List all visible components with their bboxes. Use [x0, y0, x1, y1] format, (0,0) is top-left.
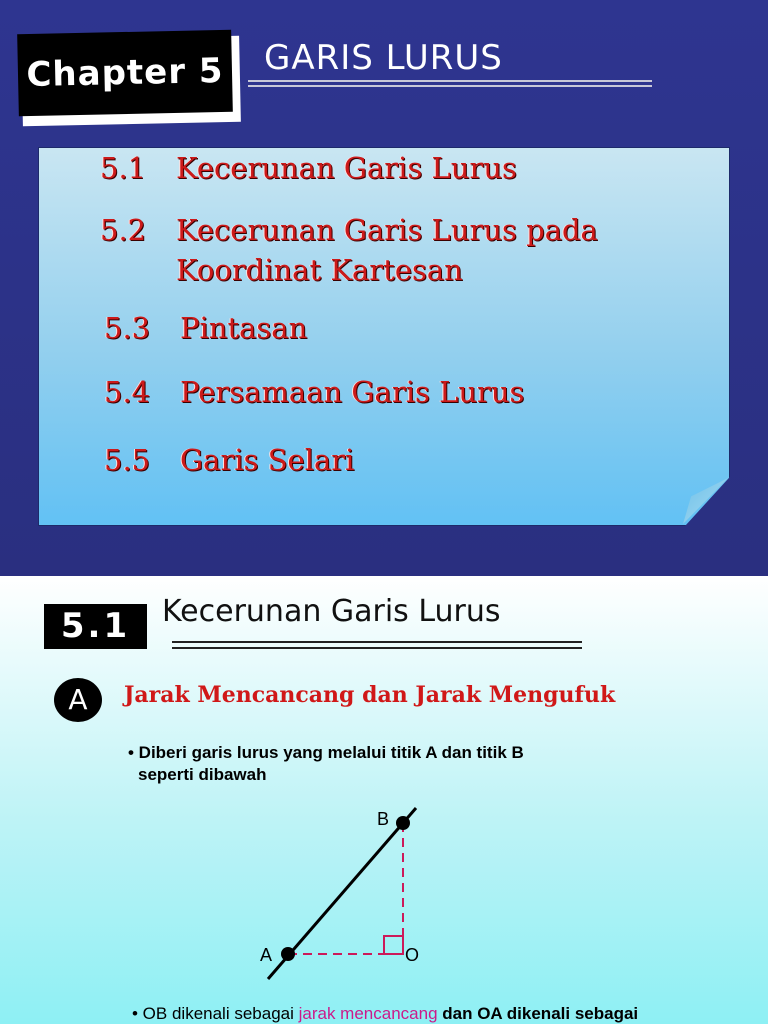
toc-number: 5.3: [104, 311, 151, 345]
bullet-line-1: • Diberi garis lurus yang melalui titik A dan titik B: [128, 743, 524, 762]
toc-number: 5.5: [104, 443, 151, 477]
toc-number: 5.4: [104, 375, 151, 409]
toc-item-5-2[interactable]: [100, 210, 598, 290]
chapter-badge: Chapter 5: [17, 30, 233, 116]
toc-number: 5.2: [100, 213, 147, 247]
label-b: B: [377, 809, 390, 829]
toc-label: Kecerunan Garis Lurus: [176, 151, 517, 185]
section-underline: [172, 641, 582, 643]
slide-title: GARIS LURUS: [264, 38, 503, 78]
section-underline-2: [172, 647, 582, 649]
subsection-marker: A: [54, 678, 102, 722]
bullet2-highlight: jarak mencancang: [298, 1004, 438, 1023]
bullet-text-2: [132, 1004, 638, 1024]
toc-item-5-5[interactable]: [104, 440, 354, 480]
point-b: [396, 816, 410, 830]
section-badge: 5.1: [44, 604, 147, 649]
bullet2-suffix: dan OA dikenali sebagai: [437, 1004, 639, 1023]
title-underline-2: [248, 85, 652, 87]
title-underline: [248, 80, 652, 82]
toc-item-5-1[interactable]: [100, 148, 517, 188]
label-a: A: [260, 945, 273, 965]
toc-item-5-4[interactable]: [104, 372, 524, 412]
toc-label: Pintasan: [180, 311, 308, 345]
toc-item-5-3[interactable]: [104, 308, 307, 348]
right-angle-marker: [384, 936, 403, 954]
toc-label: Persamaan Garis Lurus: [180, 375, 525, 409]
line-diagram: [240, 796, 460, 996]
toc-label: Kecerunan Garis Lurus pada: [176, 213, 598, 247]
label-o: O: [405, 945, 420, 965]
toc-number: 5.1: [100, 151, 147, 185]
slide-2: [0, 576, 768, 1024]
section-title: Kecerunan Garis Lurus: [162, 594, 501, 629]
point-a: [281, 947, 295, 961]
bullet-line-2: seperti dibawah: [138, 765, 267, 784]
bullet2-prefix: • OB dikenali sebagai: [132, 1004, 299, 1023]
subsection-heading: Jarak Mencancang dan Jarak Mengufuk: [124, 682, 616, 708]
bullet-text: [128, 742, 648, 786]
toc-label-line2: Koordinat Kartesan: [176, 253, 463, 287]
toc-label: Garis Selari: [180, 443, 355, 477]
